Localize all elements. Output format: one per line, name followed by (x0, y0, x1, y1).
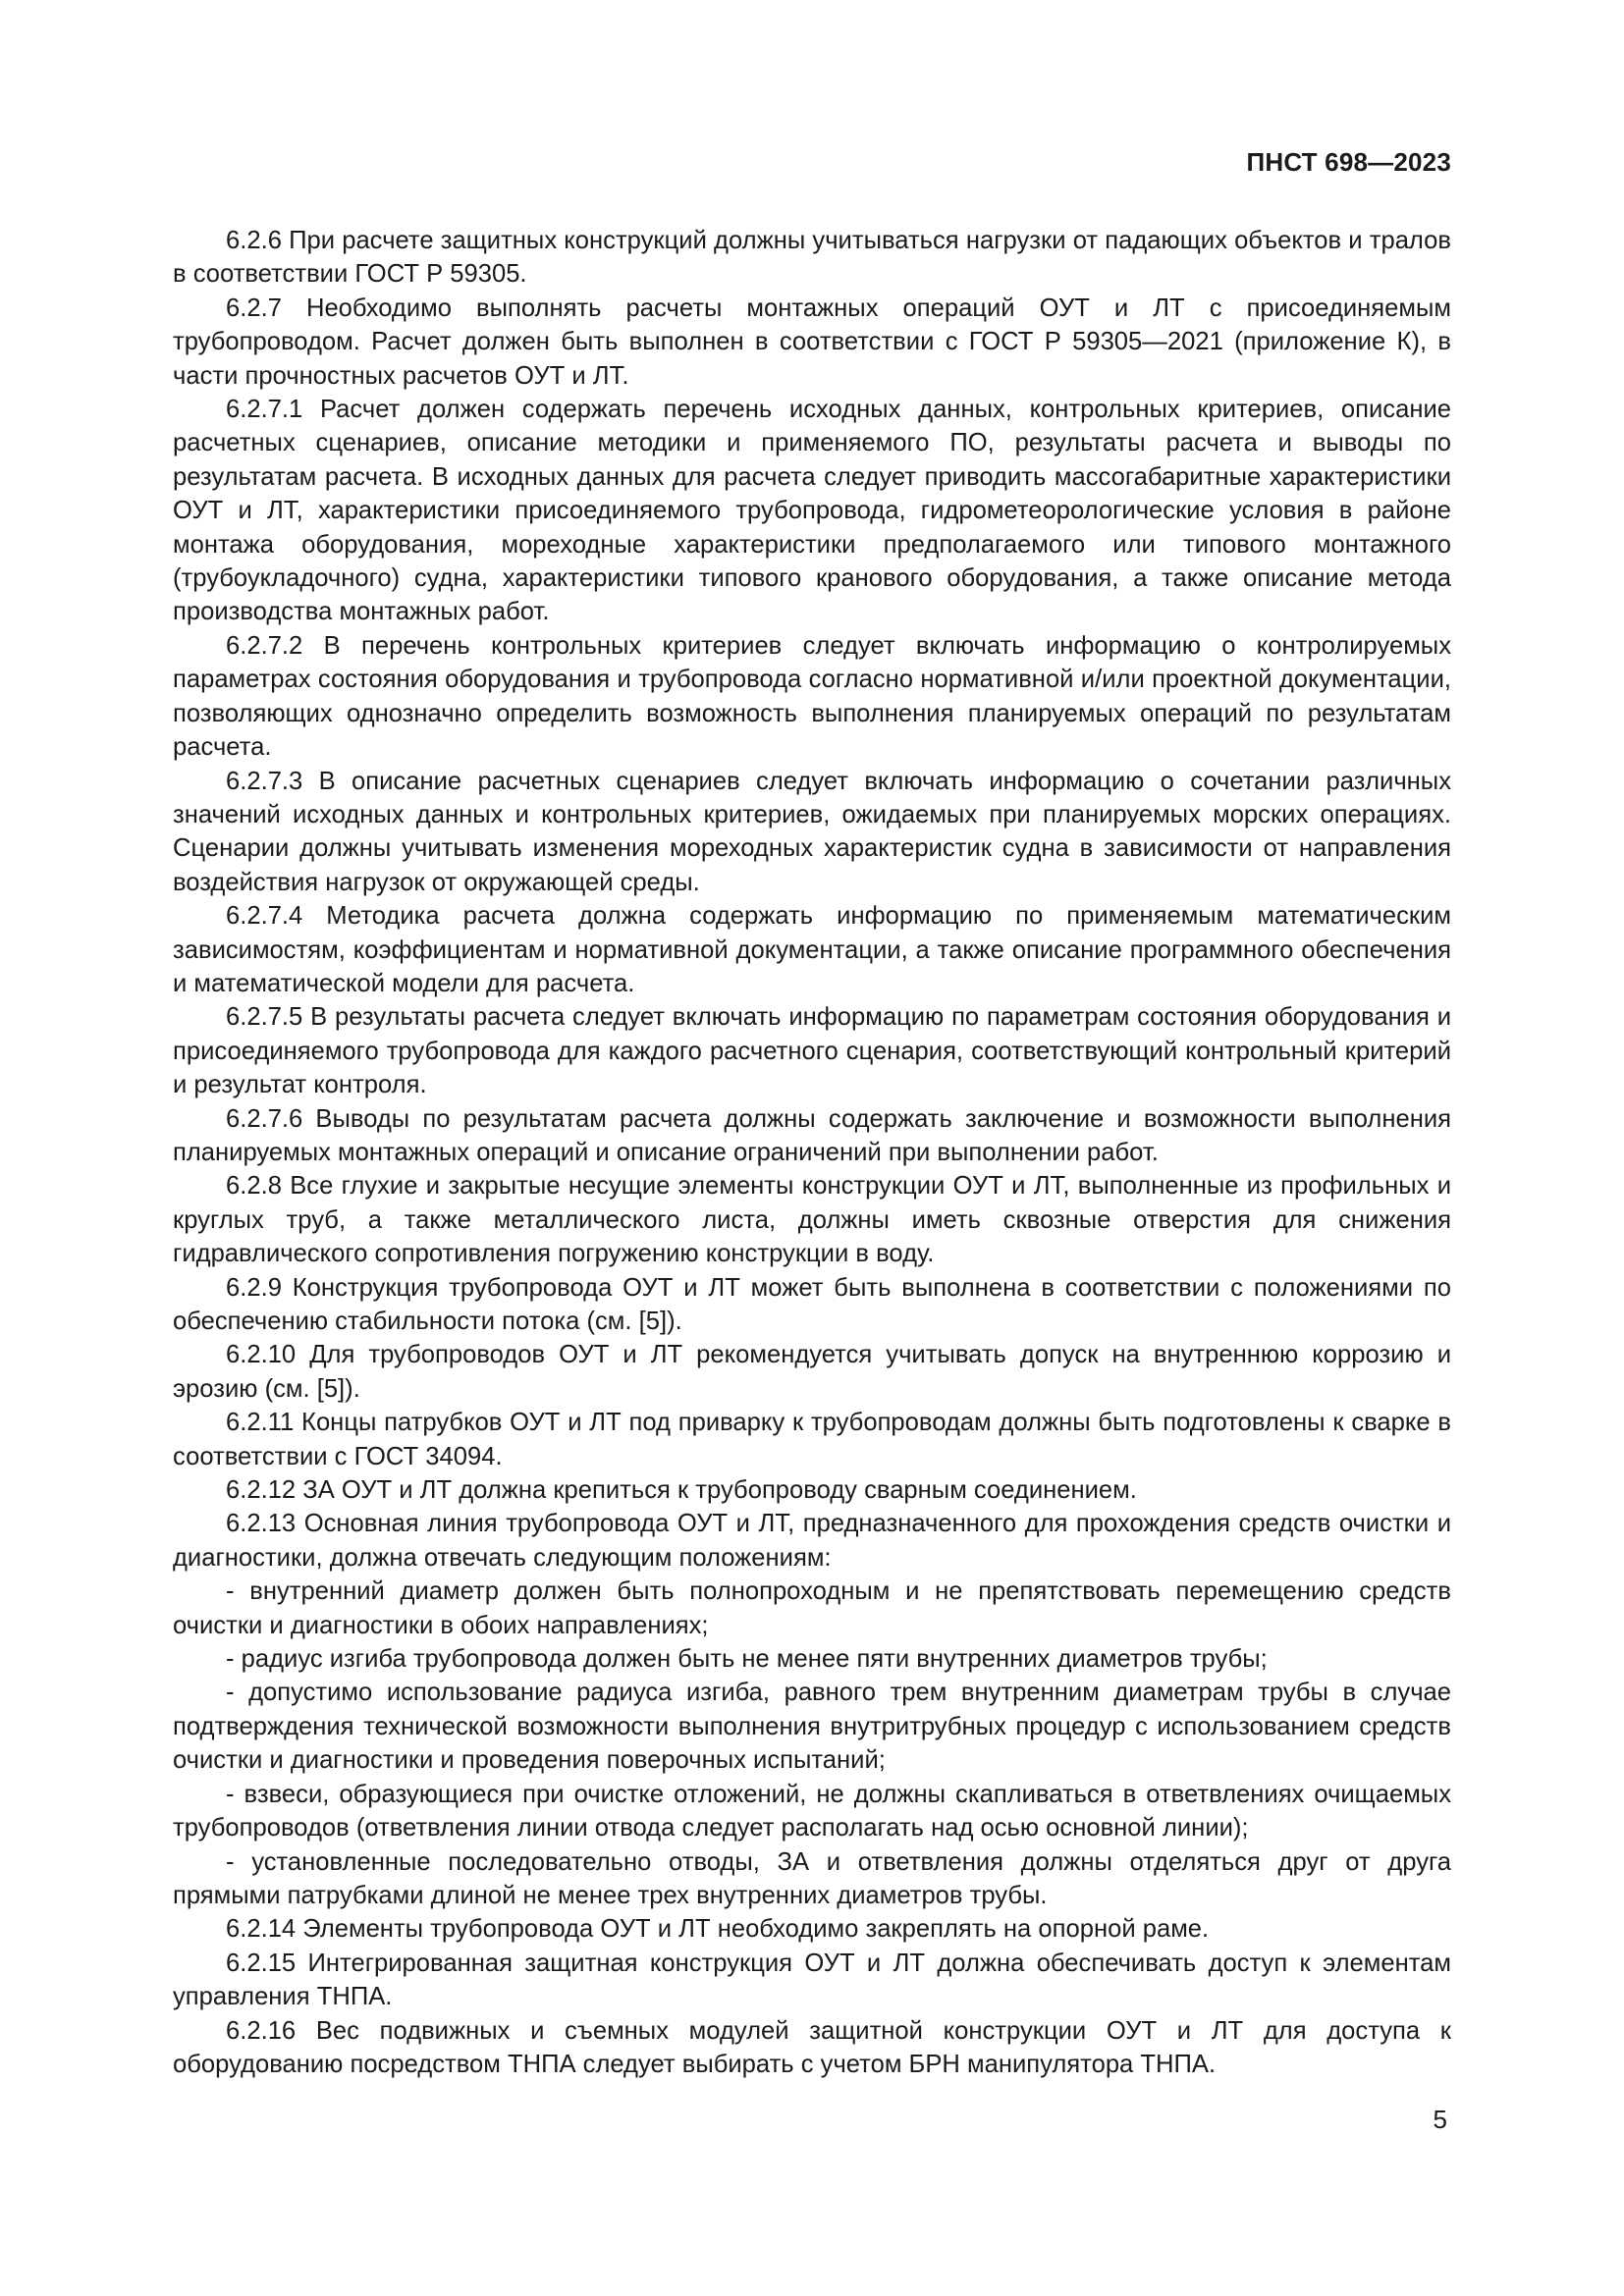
paragraph-6-2-8: 6.2.8 Все глухие и закрытые несущие элементы конструкции ОУТ и ЛТ, выполненные из профильных и круглых труб, а также металлического листа, должны иметь сквозные отверстия для снижения гидравлического сопротивления погружению конструкции в воду. (173, 1172, 1451, 1268)
document-body (173, 224, 1451, 2081)
list-item: - радиус изгиба трубопровода должен быть не менее пяти внутренних диаметров трубы; (226, 1645, 1268, 1674)
paragraph-6-2-14: 6.2.14 Элементы трубопровода ОУТ и ЛТ необходимо закреплять на опорной раме. (226, 1915, 1210, 1944)
document-id-header: ПНСТ 698—2023 (1246, 147, 1451, 177)
paragraph-6-2-7-4: 6.2.7.4 Методика расчета должна содержать информацию по применяемым математическим зависимостям, коэффициентам и нормативной документации, а также описание программного обеспечения и математической модели для расчета. (173, 902, 1451, 997)
list-item: - допустимо использование радиуса изгиба, равного трем внутренним диаметрам трубы в случае подтверждения технической возможности выполнения внутритрубных процедур с использованием средств очистки и диагностики и проведения поверочных испытаний; (173, 1679, 1451, 1775)
paragraph-6-2-7-3: 6.2.7.3 В описание расчетных сценариев следует включать информацию о сочетании различных значений исходных данных и контрольных критериев, ожидаемых при планируемых морских операциях. Сценарии должны учитывать изменения мореходных характеристик судна в зависимости от направления воздействия нагрузок от окружающей среды. (173, 767, 1451, 896)
paragraph-6-2-7-2: 6.2.7.2 В перечень контрольных критериев следует включать информацию о контролируемых параметрах состояния оборудования и трубопровода согласно нормативной и/или проектной документации, позволяющих однозначно определить возможность выполнения планируемых операций по результатам расчета. (173, 631, 1451, 762)
paragraph-6-2-10: 6.2.10 Для трубопроводов ОУТ и ЛТ рекомендуется учитывать допуск на внутреннюю коррозию и эрозию (см. [5]). (173, 1341, 1451, 1403)
paragraph-6-2-13: 6.2.13 Основная линия трубопровода ОУТ и ЛТ, предназначенного для прохождения средств очистки и диагностики, должна отвечать следующим положениям: (173, 1510, 1451, 1572)
page-number: 5 (1433, 2105, 1447, 2134)
paragraph-6-2-11: 6.2.11 Концы патрубков ОУТ и ЛТ под приварку к трубопроводам должны быть подготовлены к сварке в соответствии с ГОСТ 34094. (173, 1409, 1451, 1470)
paragraph-6-2-12: 6.2.12 ЗА ОУТ и ЛТ должна крепиться к трубопроводу сварным соединением. (226, 1476, 1137, 1505)
paragraph-6-2-7-6: 6.2.7.6 Выводы по результатам расчета должны содержать заключение и возможности выполнения планируемых монтажных операций и описание ограничений при выполнении работ. (173, 1104, 1451, 1166)
paragraph-6-2-16: 6.2.16 Вес подвижных и съемных модулей защитной конструкции ОУТ и ЛТ для доступа к оборудованию посредством ТНПА следует выбирать с учетом БРН манипулятора ТНПА. (173, 2016, 1451, 2078)
list-item: - установленные последовательно отводы, ЗА и ответвления должны отделяться друг от друга прямыми патрубками длиной не менее трех внутренних диаметров трубы. (173, 1847, 1451, 1909)
list-item: - внутренний диаметр должен быть полнопроходным и не препятствовать перемещению средств очистки и диагностики в обоих направлениях; (173, 1577, 1451, 1639)
paragraph-6-2-9: 6.2.9 Конструкция трубопровода ОУТ и ЛТ может быть выполнена в соответствии с положениями по обеспечению стабильности потока (см. [5]). (173, 1273, 1451, 1335)
paragraph-6-2-15: 6.2.15 Интегрированная защитная конструкция ОУТ и ЛТ должна обеспечивать доступ к элементам управления ТНПА. (173, 1949, 1451, 2011)
list-item: - взвеси, образующиеся при очистке отложений, не должны скапливаться в ответвлениях очищаемых трубопроводов (ответвления линии отвода следует располагать над осью основной линии); (173, 1780, 1451, 1842)
paragraph-6-2-7: 6.2.7 Необходимо выполнять расчеты монтажных операций ОУТ и ЛТ с присоединяемым трубопроводом. Расчет должен быть выполнен в соответствии с ГОСТ Р 59305—2021 (приложение К), в части прочностных расчетов ОУТ и ЛТ. (173, 294, 1451, 390)
paragraph-6-2-7-5: 6.2.7.5 В результаты расчета следует включать информацию по параметрам состояния оборудования и присоединяемого трубопровода для каждого расчетного сценария, соответствующий контрольный критерий и результат контроля. (173, 1003, 1451, 1099)
paragraph-6-2-7-1: 6.2.7.1 Расчет должен содержать перечень исходных данных, контрольных критериев, описание расчетных сценариев, описание методики и применяемого ПО, результаты расчета и выводы по результатам расчета. В исходных данных для расчета следует приводить массогабаритные характеристики ОУТ и ЛТ, характеристики присоединяемого трубопровода, гидрометеорологические условия в районе монтажа оборудования, мореходные характеристики предполагаемого или типового монтажного (трубоукладочного) судна, характеристики типового кранового оборудования, а также описание метода производства монтажных работ. (173, 396, 1451, 626)
paragraph-6-2-6: 6.2.6 При расчете защитных конструкций должны учитываться нагрузки от падающих объектов и тралов в соответствии ГОСТ Р 59305. (173, 227, 1451, 289)
